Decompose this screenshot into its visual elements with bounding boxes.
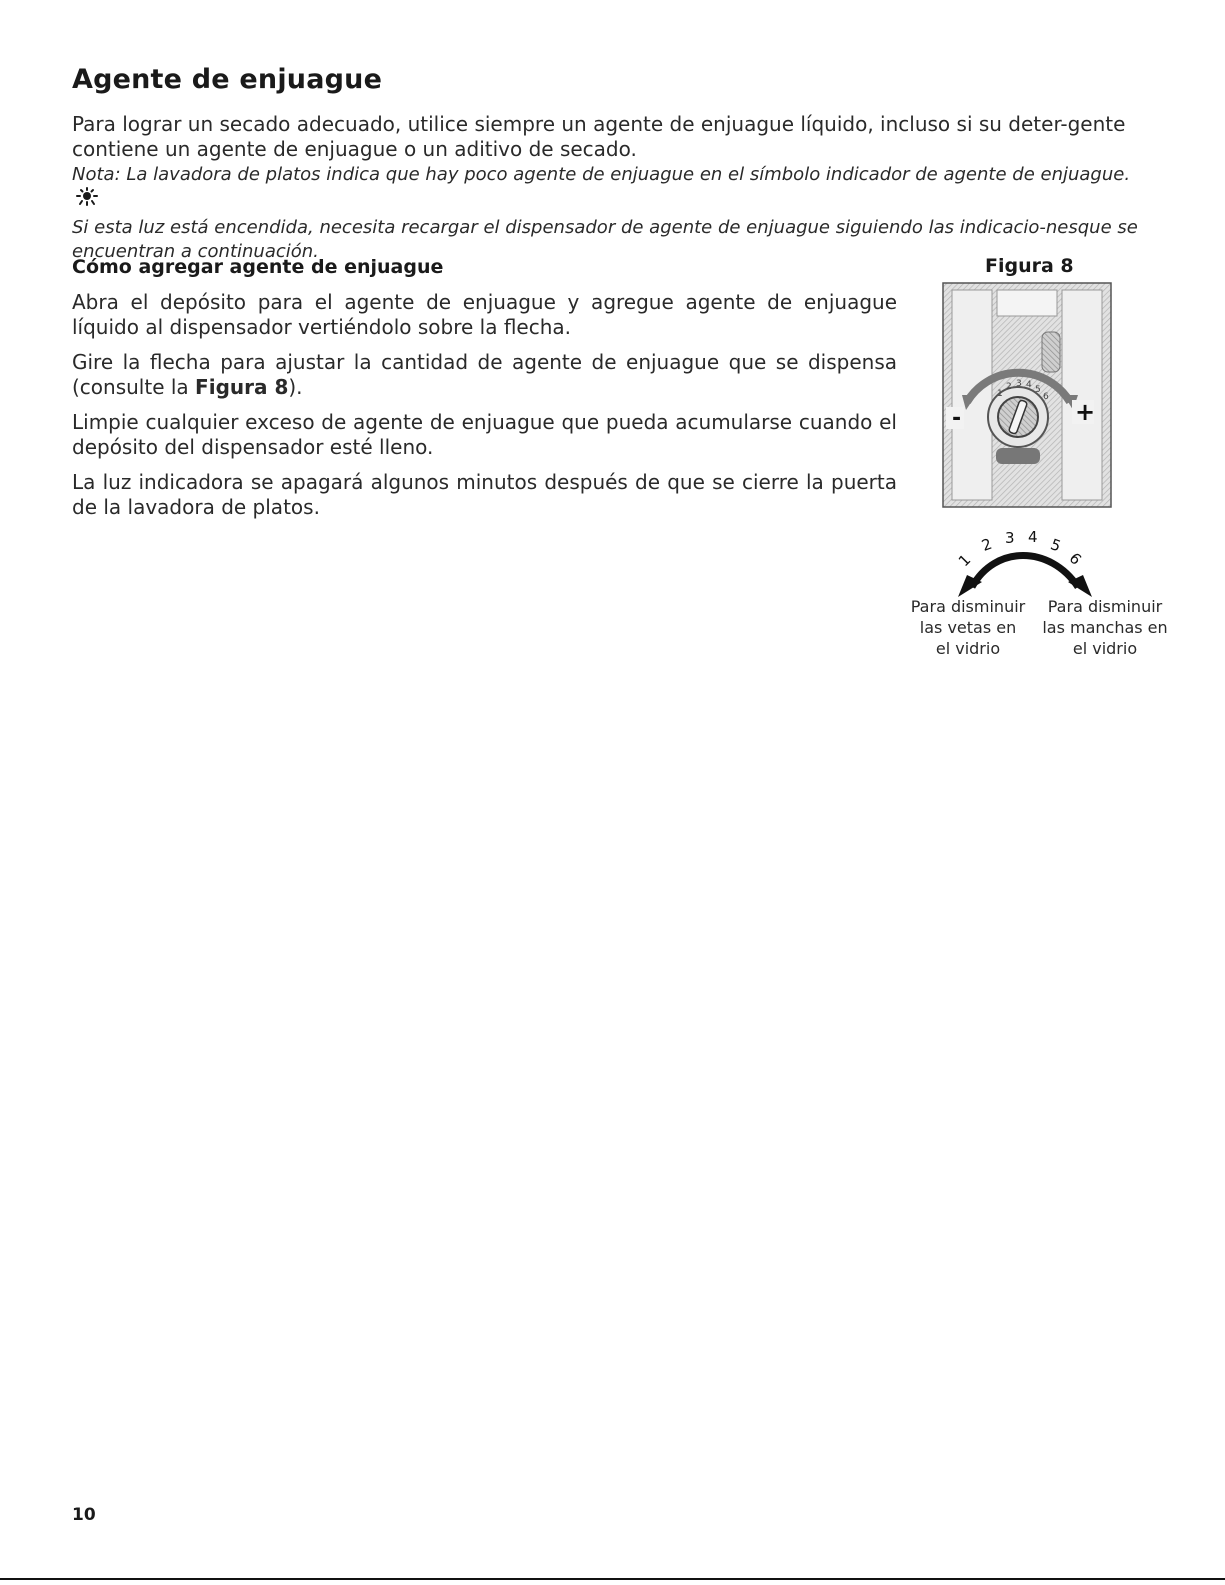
figure-reference: Figura 8 bbox=[195, 375, 289, 399]
caption-right-line-1: Para disminuir bbox=[1047, 597, 1163, 616]
caption-left-line-1: Para disminuir bbox=[910, 597, 1026, 616]
note-text-1: Nota: La lavadora de platos indica que hay poco agente de enjuague en el símbolo indicador de agente de enjuague. bbox=[72, 164, 1131, 185]
caption-decrease-spots bbox=[1030, 596, 1180, 659]
dial-number-4: 4 bbox=[1028, 528, 1038, 546]
step-2-end: ). bbox=[288, 375, 303, 399]
photo-number-6: 6 bbox=[1043, 392, 1049, 402]
figure-title: Figura 8 bbox=[985, 255, 1074, 277]
page-title: Agente de enjuague bbox=[72, 64, 383, 95]
dial-number-6: 6 bbox=[1065, 549, 1085, 569]
note-paragraph bbox=[72, 163, 1157, 264]
photo-number-4: 4 bbox=[1026, 380, 1032, 390]
intro-paragraph: Para lograr un secado adecuado, utilice siempre un agente de enjuague líquido, incluso si su deter-gente contiene un agente de enjuague o un aditivo de secado. bbox=[72, 112, 1126, 161]
step-paragraph-3: Limpie cualquier exceso de agente de enjuague que pueda acumularse cuando el depósito del dispensador esté lleno. bbox=[72, 410, 897, 459]
note-text-2: Si esta luz está encendida, necesita recargar el dispensador de agente de enjuague siguiendo las indicacio-nesque se encuentran a continuación. bbox=[72, 217, 1138, 262]
dial-number-5: 5 bbox=[1048, 535, 1064, 556]
section-subheading: Cómo agregar agente de enjuague bbox=[72, 256, 444, 278]
caption-decrease-streaks bbox=[893, 596, 1043, 659]
dial-setting-diagram bbox=[950, 525, 1100, 600]
caption-left-line-2: las vetas en bbox=[919, 618, 1017, 637]
photo-number-2: 2 bbox=[1006, 382, 1012, 392]
bottom-divider bbox=[0, 1578, 1225, 1580]
page-number: 10 bbox=[72, 1505, 96, 1525]
photo-number-1: 1 bbox=[997, 389, 1003, 399]
step-2-text: Gire la flecha para ajustar la cantidad de agente de enjuague que se dispensa (consulte la bbox=[72, 350, 897, 399]
step-paragraph-4: La luz indicadora se apagará algunos minutos después de que se cierre la puerta de la lavadora de platos. bbox=[72, 470, 897, 519]
caption-right-line-3: el vidrio bbox=[1072, 639, 1138, 658]
dial-number-3: 3 bbox=[1005, 529, 1015, 547]
step-paragraph-2 bbox=[72, 350, 897, 400]
dial-number-2: 2 bbox=[979, 534, 995, 555]
rinse-dispenser-photo bbox=[942, 282, 1112, 508]
minus-label: - bbox=[952, 406, 962, 431]
photo-number-3: 3 bbox=[1016, 379, 1022, 389]
photo-number-5: 5 bbox=[1035, 385, 1041, 395]
caption-left-line-3: el vidrio bbox=[935, 639, 1001, 658]
plus-label: + bbox=[1075, 398, 1096, 426]
step-paragraph-1: Abra el depósito para el agente de enjuague y agregue agente de enjuague líquido al dispensador vertiéndolo sobre la flecha. bbox=[72, 290, 897, 339]
caption-right-line-2: las manchas en bbox=[1042, 618, 1168, 637]
rinse-aid-indicator-icon bbox=[74, 187, 100, 216]
dial-number-1: 1 bbox=[954, 550, 975, 571]
instructions bbox=[72, 290, 897, 530]
